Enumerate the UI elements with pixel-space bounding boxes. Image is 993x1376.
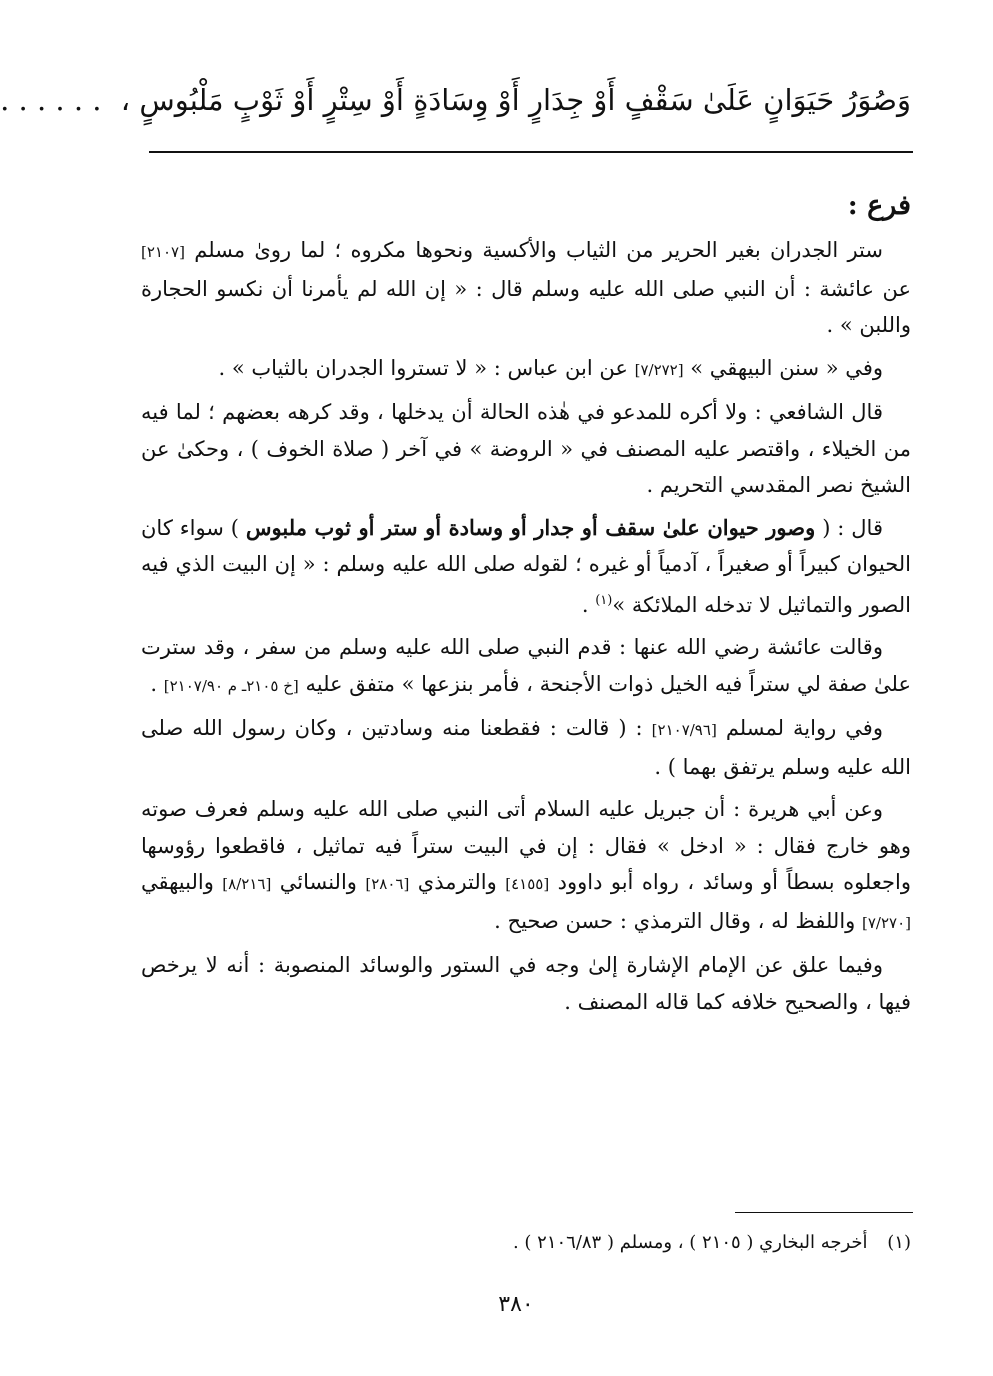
matn-quote-bold: وصور حيوان علىٰ سقف أو جدار أو وسادة أو ستر أو ثوب ملبوس bbox=[245, 514, 816, 540]
hadith-reference: [٧/٢٧٠] bbox=[862, 913, 911, 932]
footnote-divider bbox=[735, 1212, 913, 1213]
footnote-marker[interactable]: (١) bbox=[595, 592, 613, 608]
paragraph-text: وفي « سنن البيهقي » bbox=[690, 355, 883, 380]
paragraph-text: وعن أبي هريرة : أن جبريل عليه السلام أتى النبي صلى الله عليه وسلم فعرف صوته وهو خارج فقال : « ادخل » فقال : إن في البيت ستراً فيه تماثيل ، فاقطعوا رؤوسها واجعلوه بسطاً أو وسائد ، رواه أبو داوود bbox=[141, 797, 911, 894]
paragraph-6 bbox=[141, 710, 911, 785]
paragraph-4 bbox=[141, 510, 911, 624]
page-number: ٣٨٠ bbox=[498, 1292, 534, 1317]
paragraph-text: والترمذي bbox=[417, 870, 497, 894]
footnote bbox=[141, 1228, 911, 1258]
commentary-body bbox=[141, 182, 911, 1026]
paragraph-1 bbox=[141, 232, 911, 344]
paragraph-text: عن عائشة : أن النبي صلى الله عليه وسلم قال : « إن الله لم يأمرنا أن نكسو الحجارة واللبن » . bbox=[141, 276, 911, 337]
footnote-text: أخرجه البخاري ( ٢١٠٥ ) ، ومسلم ( ٢١٠٦/٨٣ ) . bbox=[512, 1232, 868, 1253]
paragraph-text: . bbox=[150, 671, 158, 696]
paragraph-text: والبيهقي bbox=[141, 870, 214, 894]
footnote-number: (١) bbox=[887, 1232, 911, 1253]
paragraph-3 bbox=[141, 394, 911, 504]
paragraph-text: قال : ( bbox=[822, 515, 883, 540]
header-divider bbox=[149, 151, 913, 153]
matn-text: وَصُوَرُ حَيَوَانٍ عَلَىٰ سَقْفٍ أَوْ جِدَارٍ أَوْ وِسَادَةٍ أَوْ سِتْرٍ أَوْ ثَوْبٍ مَلْبُوسٍ ، bbox=[120, 83, 911, 117]
paragraph-text: عن ابن عباس : « لا تستروا الجدران بالثياب » . bbox=[218, 355, 628, 380]
section-title: فرع : bbox=[847, 190, 911, 221]
matn-header-line bbox=[0, 78, 911, 122]
paragraph-text: : ( قالت : فقطعنا منه وسادتين ، وكان رسول الله صلى الله عليه وسلم يرتفق بهما ) . bbox=[141, 716, 911, 779]
paragraph-8 bbox=[141, 947, 911, 1020]
paragraph-text: وقالت عائشة رضي الله عنها : قدم النبي صلى الله عليه وسلم من سفر ، وقد سترت علىٰ صفة لي ستراً فيه الخيل ذوات الأجنحة ، فأمر بنزعها » متفق عليه bbox=[141, 635, 911, 696]
matn-continuation-dots: . . . . . . bbox=[0, 83, 102, 117]
hadith-reference: [٢١٠٧] bbox=[141, 243, 185, 261]
hadith-reference: [٨/٢١٦] bbox=[222, 875, 272, 893]
hadith-reference: [٢٨٠٦] bbox=[365, 875, 410, 893]
paragraph-7 bbox=[141, 791, 911, 941]
paragraph-2 bbox=[141, 350, 911, 389]
paragraph-text: وفيما علق عن الإمام الإشارة إلىٰ وجه في الستور والوسائد المنصوبة : أنه لا يرخص فيها ، والصحيح خلافه كما قاله المصنف . bbox=[141, 953, 911, 1014]
paragraph-text: قال الشافعي : ولا أكره للمدعو في هٰذه الحالة أن يدخلها ، وقد كرهه بعضهم ؛ لما فيه من الخيلاء ، واقتصر عليه المصنف في « الروضة » في آخر ( صلاة الخوف ) ، وحكىٰ عن الشيخ نصر المقدسي التحريم . bbox=[141, 400, 911, 497]
paragraph-text: والنسائي bbox=[279, 870, 357, 894]
paragraph-text: . bbox=[581, 592, 589, 617]
hadith-reference: [٢١٠٧/٩٦] bbox=[651, 721, 717, 739]
hadith-reference: [٧/٢٧٢] bbox=[634, 360, 684, 379]
paragraph-text: ستر الجدران بغير الحرير من الثياب والأكسية ونحوها مكروه ؛ لما روىٰ مسلم bbox=[194, 238, 883, 262]
paragraph-text: واللفظ له ، وقال الترمذي : حسن صحيح . bbox=[494, 908, 856, 933]
hadith-reference: [٤١٥٥] bbox=[505, 875, 550, 893]
paragraph-5 bbox=[141, 629, 911, 704]
paragraph-text: وفي رواية لمسلم bbox=[725, 716, 883, 740]
hadith-reference: [خ ٢١٠٥ـ م ٢١٠٧/٩٠] bbox=[163, 676, 299, 695]
paragraph-text: ) سواء كان الحيوان كبيراً أو صغيراً ، آدمياً أو غيره ؛ لقوله صلى الله عليه وسلم : « إن البيت الذي فيه الصور والتماثيل لا تدخله الملائكة » bbox=[141, 515, 911, 617]
